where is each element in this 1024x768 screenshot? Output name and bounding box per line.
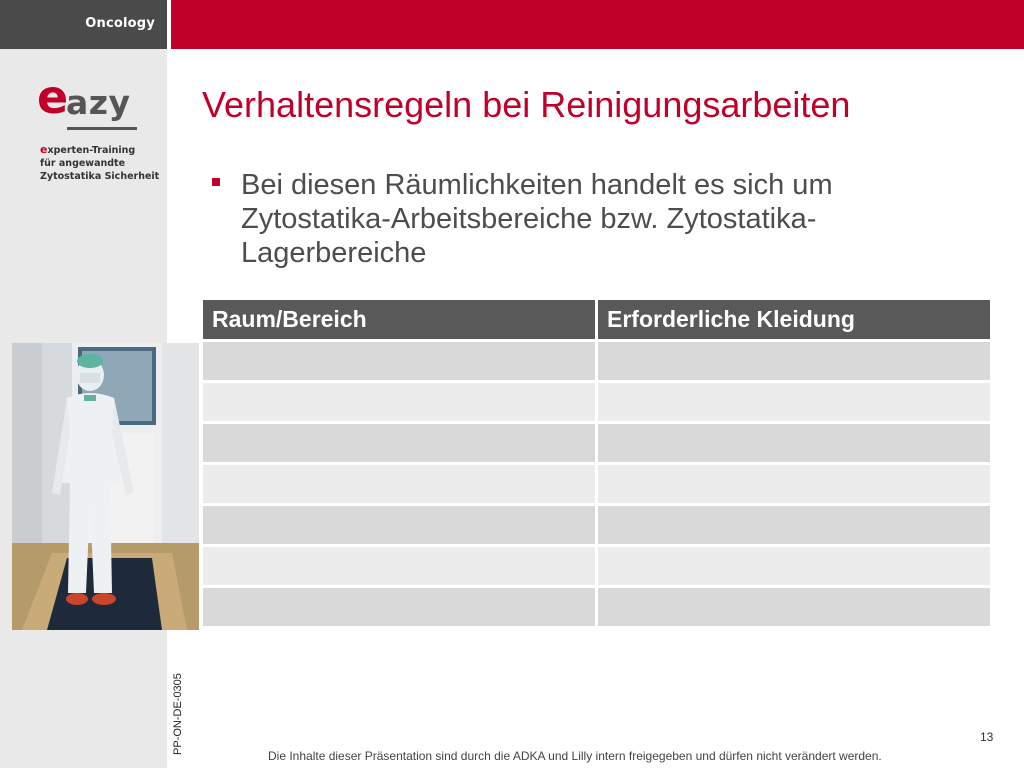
table-cell bbox=[598, 383, 990, 421]
table-cell bbox=[598, 342, 990, 380]
document-code: PP-ON-DE-0305 bbox=[172, 673, 184, 755]
protective-suit-photo bbox=[12, 343, 199, 630]
table-header-row bbox=[203, 300, 990, 339]
table-row bbox=[203, 506, 990, 544]
bullet-square-icon bbox=[212, 178, 220, 186]
table-cell bbox=[598, 465, 990, 503]
table-cell bbox=[203, 424, 595, 462]
page-number: 13 bbox=[980, 730, 994, 744]
table-cell bbox=[598, 506, 990, 544]
table-cell bbox=[203, 342, 595, 380]
table-row bbox=[203, 342, 990, 380]
tagline-initial: e bbox=[40, 143, 48, 156]
column-header-clothing: Erforderliche Kleidung bbox=[598, 300, 990, 339]
table-cell bbox=[598, 547, 990, 585]
table-row bbox=[203, 588, 990, 626]
table-row bbox=[203, 465, 990, 503]
logo-e: e bbox=[37, 70, 69, 124]
footer-disclaimer: Die Inhalte dieser Präsentation sind durch die ADKA und Lilly intern freigegeben und dürfen nicht verändert werden. bbox=[268, 749, 882, 763]
logo-azy: azy bbox=[66, 83, 131, 122]
clothing-table bbox=[200, 297, 993, 629]
table-cell bbox=[203, 383, 595, 421]
header-section-bar bbox=[0, 0, 167, 49]
logo-underline bbox=[67, 127, 137, 130]
slide-title: Verhaltensregeln bei Reinigungsarbeiten bbox=[202, 84, 851, 125]
table-row bbox=[203, 547, 990, 585]
table-row bbox=[203, 383, 990, 421]
column-header-area: Raum/Bereich bbox=[203, 300, 595, 339]
tagline-line2: für angewandte bbox=[40, 158, 126, 169]
header-accent-bar bbox=[171, 0, 1024, 49]
logo-tagline bbox=[40, 143, 159, 183]
section-label: Oncology bbox=[85, 16, 155, 31]
table-cell bbox=[598, 424, 990, 462]
tagline-line1: xperten-Training bbox=[47, 145, 136, 156]
table-cell bbox=[598, 588, 990, 626]
table-cell bbox=[203, 588, 595, 626]
eazy-logo bbox=[37, 70, 157, 132]
table-cell bbox=[203, 465, 595, 503]
photo-illustration bbox=[12, 343, 199, 630]
bullet-text: Bei diesen Räumlichkeiten handelt es sich um Zytostatika-Arbeitsbereiche bzw. Zytostatika-Lagerbereiche bbox=[241, 169, 833, 269]
tagline-line3: Zytostatika Sicherheit bbox=[40, 171, 160, 182]
table-row bbox=[203, 424, 990, 462]
table-cell bbox=[203, 547, 595, 585]
table-cell bbox=[203, 506, 595, 544]
